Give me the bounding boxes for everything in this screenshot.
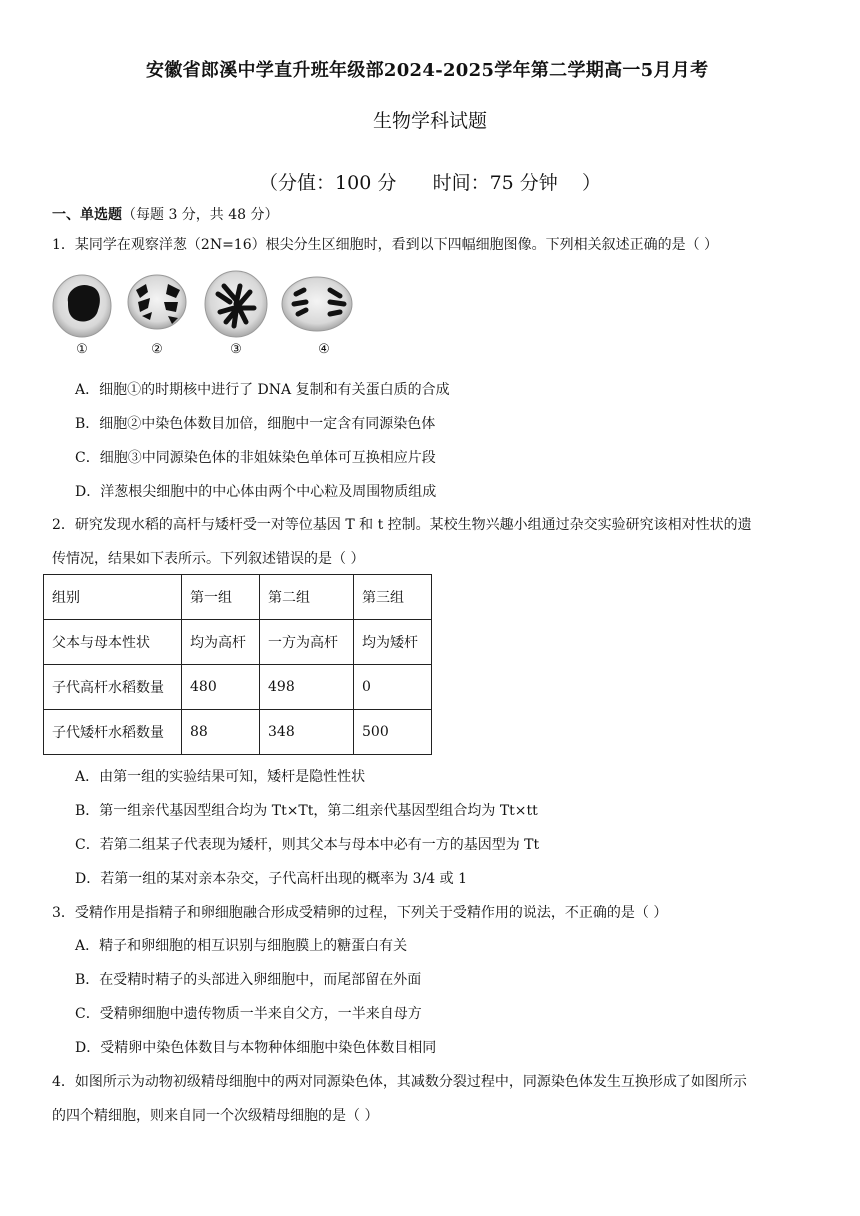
table-cell: 均为矮杆 (354, 620, 432, 665)
section-heading (52, 204, 279, 224)
cell-label-2: ② (151, 342, 163, 357)
question-2-stem-line-1: 2．研究发现水稻的高杆与矮杆受一对等位基因 T 和 t 控制。某校生物兴趣小组通过杂交实验研究该相对性状的遗 (52, 517, 752, 533)
cell-3-image (205, 271, 267, 337)
table-cell: 均为高杆 (182, 620, 260, 665)
table-row (44, 575, 432, 620)
table-cell: 第二组 (260, 575, 354, 620)
q1-option-b: B．细胞②中染色体数目加倍，细胞中一定含有同源染色体 (75, 416, 436, 432)
table-cell: 500 (354, 710, 432, 755)
table-cell: 子代矮杆水稻数量 (44, 710, 182, 755)
cell-1-image (53, 275, 111, 337)
exam-title: 安徽省郎溪中学直升班年级部2024-2025学年第二学期高一5月月考 (146, 60, 709, 81)
q1-option-c: C．细胞③中同源染色体的非姐妹染色单体可互换相应片段 (75, 450, 436, 466)
table-cell: 子代高杆水稻数量 (44, 665, 182, 710)
cell-label-3: ③ (230, 342, 242, 357)
q3-option-c: C．受精卵细胞中遗传物质一半来自父方，一半来自母方 (75, 1006, 422, 1022)
q1-option-a: A．细胞①的时期核中进行了 DNA 复制和有关蛋白质的合成 (75, 382, 450, 398)
section-title: 一、单选题 (52, 207, 122, 223)
question-4-stem-line-2: 的四个精细胞，则来自同一个次级精母细胞的是（ ） (52, 1108, 379, 1124)
table-cell: 父本与母本性状 (44, 620, 182, 665)
q2-option-d: D．若第一组的某对亲本杂交，子代高杆出现的概率为 3/4 或 1 (75, 871, 468, 887)
table-row (44, 710, 432, 755)
q3-option-d: D．受精卵中染色体数目与本物种体细胞中染色体数目相同 (75, 1040, 437, 1056)
section-note: （每题 3 分，共 48 分） (122, 207, 279, 223)
q2-option-c: C．若第二组某子代表现为矮杆，则其父本与母本中必有一方的基因型为 Tt (75, 837, 540, 853)
table-row (44, 665, 432, 710)
table-cell: 组别 (44, 575, 182, 620)
q1-option-d: D．洋葱根尖细胞中的中心体由两个中心粒及周围物质组成 (75, 484, 437, 500)
table-cell: 88 (182, 710, 260, 755)
table-cell: 第三组 (354, 575, 432, 620)
question-1-stem: 1．某同学在观察洋葱（2N=16）根尖分生区细胞时，看到以下四幅细胞图像。下列相关叙述正确的是（ ） (52, 237, 719, 253)
cell-images (50, 268, 360, 340)
q3-option-b: B．在受精时精子的头部进入卵细胞中，而尾部留在外面 (75, 972, 422, 988)
cell-figure (50, 268, 360, 364)
question-4-stem-line-1: 4．如图所示为动物初级精母细胞中的两对同源染色体，其减数分裂过程中，同源染色体发生互换形成了如图所示 (52, 1074, 747, 1090)
q2-option-b: B．第一组亲代基因型组合均为 Tt×Tt，第二组亲代基因型组合均为 Tt×tt (75, 803, 538, 819)
table-cell: 498 (260, 665, 354, 710)
cell-label-1: ① (76, 342, 88, 357)
table-row (44, 620, 432, 665)
cell-label-4: ④ (318, 342, 330, 357)
question-2-stem-line-2: 传情况，结果如下表所示。下列叙述错误的是（ ） (52, 551, 365, 567)
table-cell: 一方为高杆 (260, 620, 354, 665)
table-cell: 0 (354, 665, 432, 710)
q2-option-a: A．由第一组的实验结果可知，矮杆是隐性性状 (75, 769, 366, 785)
table-cell: 第一组 (182, 575, 260, 620)
cell-2-image (128, 275, 186, 329)
results-table (43, 574, 432, 755)
table-cell: 348 (260, 710, 354, 755)
cell-4-image (282, 277, 352, 331)
score-time-info: （分值：100 分 时间：75 分钟 ） (259, 172, 601, 194)
q3-option-a: A．精子和卵细胞的相互识别与细胞膜上的糖蛋白有关 (75, 938, 408, 954)
question-3-stem: 3．受精作用是指精子和卵细胞融合形成受精卵的过程，下列关于受精作用的说法，不正确的是（ ） (52, 905, 668, 921)
subject-title: 生物学科试题 (372, 110, 487, 132)
table-cell: 480 (182, 665, 260, 710)
